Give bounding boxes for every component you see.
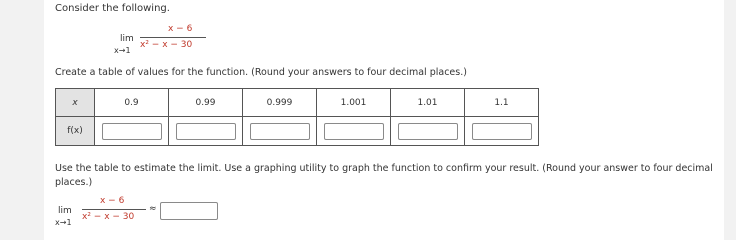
x-value-cell: 0.999 — [243, 89, 317, 117]
x-header: x — [56, 89, 95, 117]
fraction-bar — [140, 37, 206, 38]
fx-input[interactable] — [176, 123, 236, 140]
table-instruction: Create a table of values for the function. (Round your answers to four decimal places.) — [55, 67, 467, 78]
fx-cell — [391, 117, 465, 146]
lim-subscript: x→1 — [114, 46, 131, 55]
fx-cell — [317, 117, 391, 146]
x-value-cell: 0.9 — [95, 89, 169, 117]
numerator: x − 6 — [168, 24, 193, 34]
x-value-cell: 1.1 — [465, 89, 539, 117]
lim-label: lim — [58, 206, 72, 216]
x-value-cell: 0.99 — [169, 89, 243, 117]
fraction-bar — [82, 209, 146, 210]
prompt-text: Consider the following. — [55, 3, 170, 14]
numerator: x − 6 — [100, 196, 125, 206]
lim-label: lim — [120, 34, 134, 44]
fx-input[interactable] — [324, 123, 384, 140]
fx-cell — [169, 117, 243, 146]
x-value-cell: 1.001 — [317, 89, 391, 117]
fx-cell — [95, 117, 169, 146]
fx-input[interactable] — [472, 123, 532, 140]
fx-input[interactable] — [102, 123, 162, 140]
estimate-instruction: Use the table to estimate the limit. Use a graphing utility to graph the function to confirm your result. (Round your answer to four decimal places.) — [55, 163, 713, 188]
x-value-cell: 1.01 — [391, 89, 465, 117]
fx-input[interactable] — [398, 123, 458, 140]
fx-cell — [243, 117, 317, 146]
denominator: x² − x − 30 — [82, 212, 135, 222]
fx-cell — [465, 117, 539, 146]
values-table — [55, 88, 539, 146]
lim-subscript: x→1 — [55, 218, 72, 227]
approx-symbol: ≈ — [149, 204, 157, 214]
limit-answer-input[interactable] — [160, 202, 218, 220]
fx-header: f(x) — [56, 117, 95, 146]
denominator: x² − x − 30 — [140, 40, 193, 50]
fx-input[interactable] — [250, 123, 310, 140]
